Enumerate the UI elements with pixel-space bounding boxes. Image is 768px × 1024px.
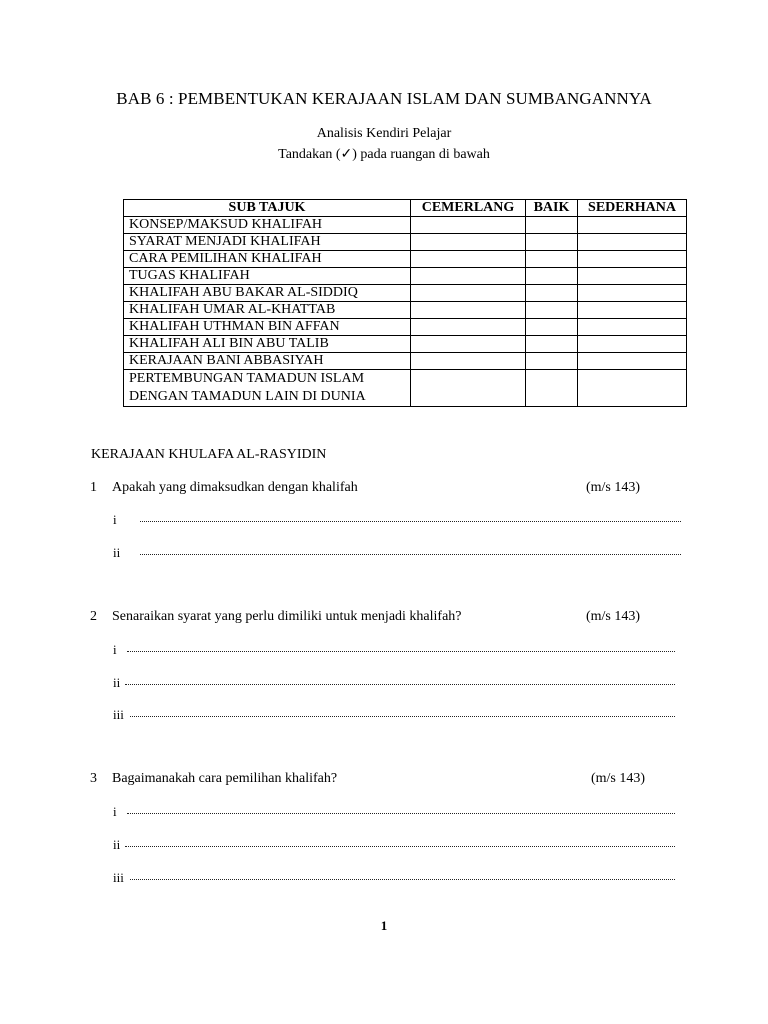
baik-checkbox-cell[interactable] (526, 336, 578, 353)
table-row (124, 319, 687, 336)
baik-checkbox-cell[interactable] (526, 268, 578, 285)
table-row (124, 302, 687, 319)
question-2 (90, 609, 650, 625)
table-row (124, 336, 687, 353)
row-label: TUGAS KHALIFAH (124, 268, 411, 285)
page-number: 1 (380, 918, 388, 933)
sederhana-checkbox-cell[interactable] (578, 234, 687, 251)
instruction-text: Tandakan (✓) pada ruangan di bawah (278, 147, 490, 162)
row-label: KHALIFAH ABU BAKAR AL-SIDDIQ (124, 285, 411, 302)
page-reference: (m/s 143) (590, 771, 645, 786)
answer-dotted-line (127, 651, 675, 652)
section-heading: KERAJAAN KHULAFA AL-RASYIDIN (91, 447, 327, 462)
column-header-baik: BAIK (526, 200, 578, 217)
row-label: SYARAT MENJADI KHALIFAH (124, 234, 411, 251)
table-row (124, 370, 687, 407)
sederhana-checkbox-cell[interactable] (578, 353, 687, 370)
table-header-row (124, 200, 687, 217)
answer-numeral: i (113, 804, 117, 819)
baik-checkbox-cell[interactable] (526, 319, 578, 336)
baik-checkbox-cell[interactable] (526, 285, 578, 302)
answer-dotted-line (125, 684, 675, 685)
row-label: KHALIFAH UMAR AL-KHATTAB (124, 302, 411, 319)
answer-dotted-line (130, 879, 675, 880)
column-header-sub-tajuk: SUB TAJUK (124, 200, 411, 217)
cemerlang-checkbox-cell[interactable] (411, 268, 526, 285)
page-subtitle: Analisis Kendiri Pelajar (316, 126, 452, 141)
cemerlang-checkbox-cell[interactable] (411, 370, 526, 407)
answer-dotted-line (125, 846, 675, 847)
cemerlang-checkbox-cell[interactable] (411, 217, 526, 234)
question-1 (90, 480, 650, 496)
sederhana-checkbox-cell[interactable] (578, 319, 687, 336)
table-row (124, 217, 687, 234)
question-number: 2 (90, 609, 97, 624)
sederhana-checkbox-cell[interactable] (578, 285, 687, 302)
row-label: CARA PEMILIHAN KHALIFAH (124, 251, 411, 268)
question-text: Senaraikan syarat yang perlu dimiliki untuk menjadi khalifah? (112, 609, 462, 624)
table-row (124, 285, 687, 302)
answer-line[interactable] (113, 837, 675, 853)
answer-dotted-line (140, 521, 681, 522)
cemerlang-checkbox-cell[interactable] (411, 251, 526, 268)
answer-line[interactable] (113, 870, 675, 886)
question-3 (90, 771, 650, 787)
sederhana-checkbox-cell[interactable] (578, 217, 687, 234)
answer-dotted-line (140, 554, 681, 555)
answer-numeral: ii (113, 837, 121, 852)
answer-line[interactable] (113, 512, 681, 528)
answer-line[interactable] (113, 642, 675, 658)
row-label: PERTEMBUNGAN TAMADUN ISLAM DENGAN TAMADUN LAIN DI DUNIA (124, 370, 411, 407)
answer-line[interactable] (113, 804, 675, 820)
baik-checkbox-cell[interactable] (526, 251, 578, 268)
sederhana-checkbox-cell[interactable] (578, 251, 687, 268)
row-label: KERAJAAN BANI ABBASIYAH (124, 353, 411, 370)
baik-checkbox-cell[interactable] (526, 217, 578, 234)
question-text: Bagaimanakah cara pemilihan khalifah? (112, 771, 338, 786)
baik-checkbox-cell[interactable] (526, 370, 578, 407)
table-row (124, 353, 687, 370)
page-title: BAB 6 : PEMBENTUKAN KERAJAAN ISLAM DAN SUMBANGANNYA (116, 89, 652, 108)
answer-line[interactable] (113, 707, 675, 723)
baik-checkbox-cell[interactable] (526, 302, 578, 319)
answer-numeral: iii (113, 870, 124, 885)
answer-line[interactable] (113, 675, 675, 691)
column-header-cemerlang: CEMERLANG (411, 200, 526, 217)
cemerlang-checkbox-cell[interactable] (411, 319, 526, 336)
page-reference: (m/s 143) (585, 609, 640, 624)
answer-numeral: i (113, 642, 117, 657)
answer-dotted-line (130, 716, 675, 717)
table-row (124, 234, 687, 251)
sederhana-checkbox-cell[interactable] (578, 336, 687, 353)
answer-numeral: ii (113, 545, 121, 560)
page-reference: (m/s 143) (585, 480, 640, 495)
baik-checkbox-cell[interactable] (526, 234, 578, 251)
cemerlang-checkbox-cell[interactable] (411, 234, 526, 251)
row-label: KHALIFAH UTHMAN BIN AFFAN (124, 319, 411, 336)
sederhana-checkbox-cell[interactable] (578, 268, 687, 285)
table-row (124, 251, 687, 268)
answer-numeral: ii (113, 675, 121, 690)
answer-numeral: iii (113, 707, 124, 722)
sederhana-checkbox-cell[interactable] (578, 302, 687, 319)
baik-checkbox-cell[interactable] (526, 353, 578, 370)
answer-line[interactable] (113, 545, 681, 561)
row-label: KONSEP/MAKSUD KHALIFAH (124, 217, 411, 234)
self-assessment-table (123, 199, 687, 407)
answer-dotted-line (127, 813, 675, 814)
column-header-sederhana: SEDERHANA (578, 200, 687, 217)
row-label: KHALIFAH ALI BIN ABU TALIB (124, 336, 411, 353)
cemerlang-checkbox-cell[interactable] (411, 302, 526, 319)
table-row (124, 268, 687, 285)
answer-numeral: i (113, 512, 117, 527)
cemerlang-checkbox-cell[interactable] (411, 336, 526, 353)
cemerlang-checkbox-cell[interactable] (411, 353, 526, 370)
sederhana-checkbox-cell[interactable] (578, 370, 687, 407)
cemerlang-checkbox-cell[interactable] (411, 285, 526, 302)
question-text: Apakah yang dimaksudkan dengan khalifah (112, 480, 358, 495)
question-number: 3 (90, 771, 97, 786)
question-number: 1 (90, 480, 97, 495)
